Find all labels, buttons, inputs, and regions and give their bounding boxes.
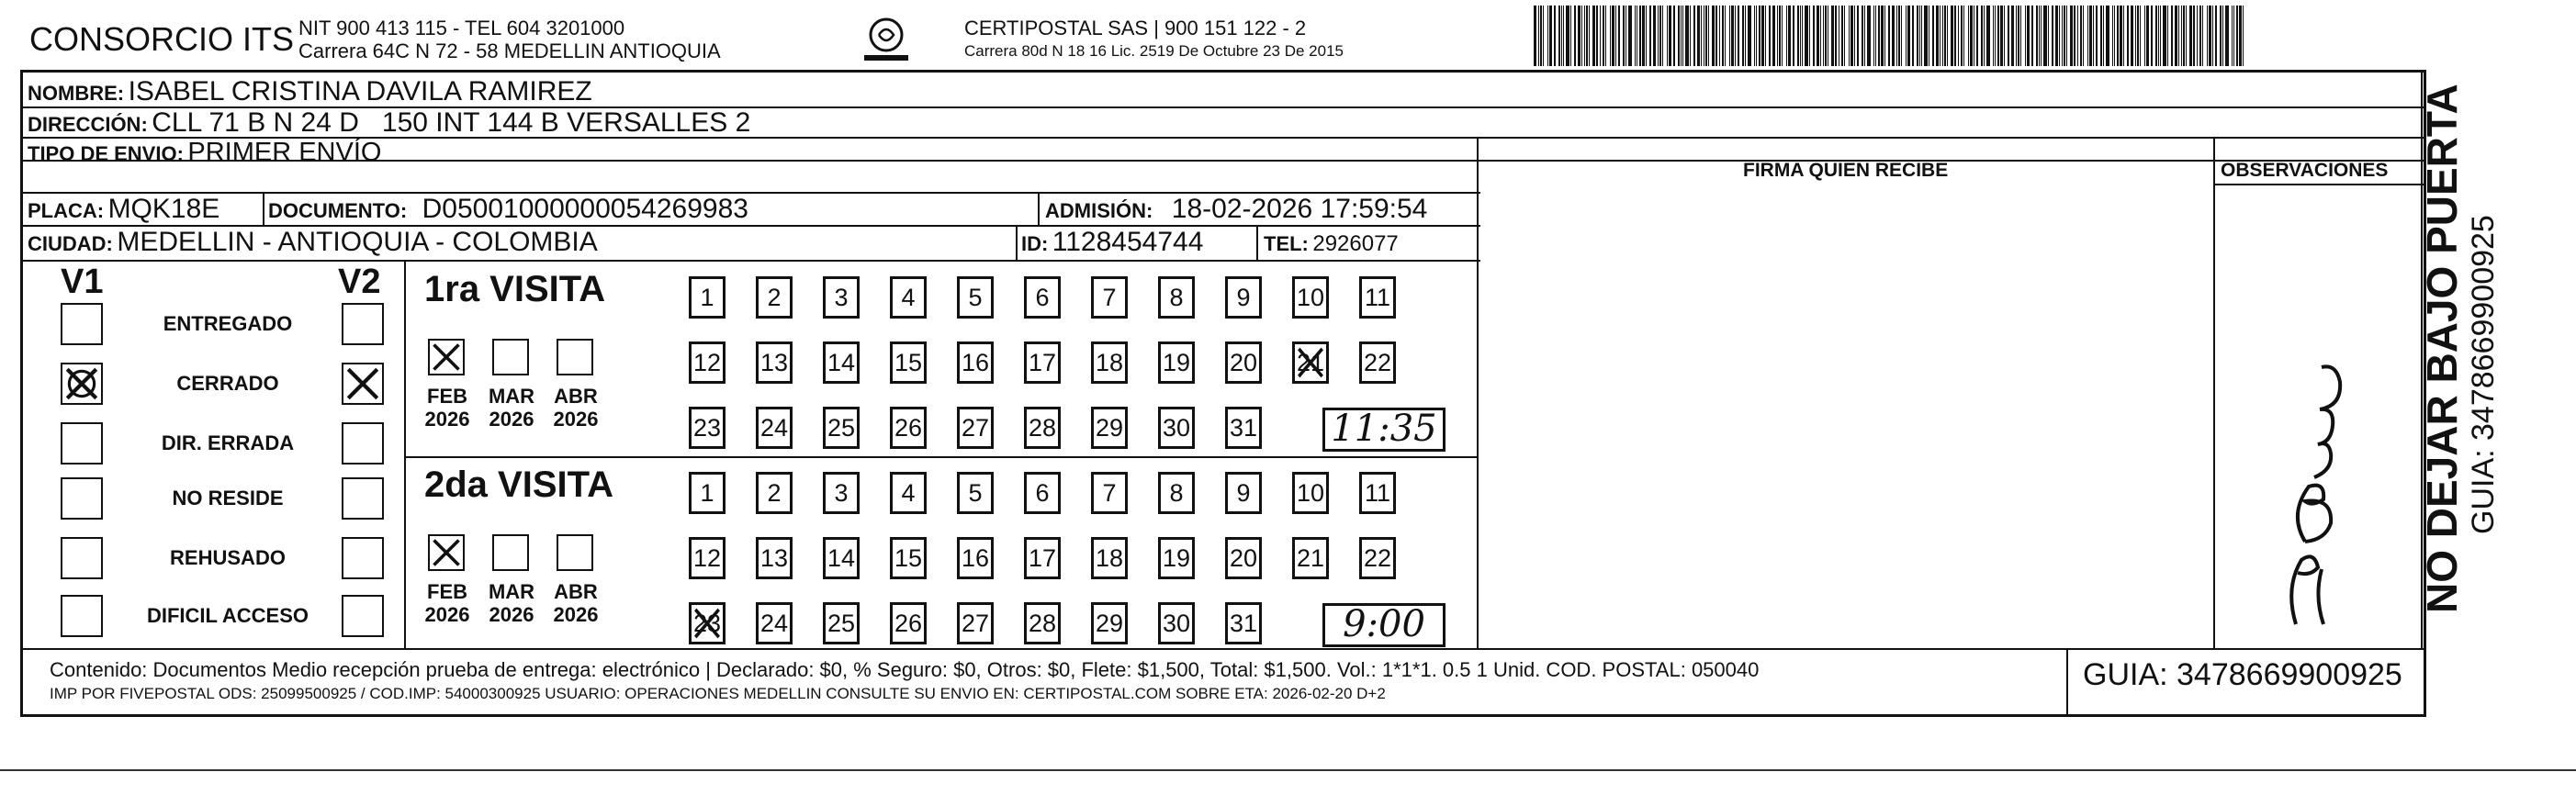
month-checkbox-abr[interactable] (557, 534, 593, 571)
day-box[interactable] (957, 407, 994, 449)
day-number: 17 (1028, 349, 1057, 376)
day-number: 28 (1028, 610, 1057, 637)
month-year: 2026 (553, 603, 599, 626)
side-warning: NO DEJAR BAJO PUERTA (2418, 84, 2466, 613)
day-box[interactable] (1225, 602, 1262, 644)
day-box[interactable] (1292, 537, 1329, 579)
month-year: 2026 (553, 408, 599, 431)
day-number: 15 (894, 349, 923, 376)
day-box[interactable] (823, 537, 860, 579)
tel-label: TEL: (1264, 232, 1309, 255)
day-number: 16 (961, 349, 990, 376)
day-number: 22 (1363, 544, 1392, 572)
day-number: 21 (1296, 349, 1325, 376)
month-name: ABR (554, 385, 598, 408)
day-number: 20 (1229, 349, 1258, 376)
ciudad-field (28, 227, 598, 258)
v2-checkbox[interactable] (342, 422, 384, 465)
visita-title: 2da VISITA (424, 465, 613, 505)
day-number: 6 (1035, 479, 1050, 507)
day-box[interactable] (689, 537, 726, 579)
day-number: 8 (1169, 479, 1184, 507)
day-box[interactable] (1225, 341, 1262, 384)
placa-label: PLACA: (28, 199, 105, 222)
day-box[interactable] (1292, 472, 1329, 514)
day-box[interactable] (1091, 341, 1128, 384)
day-box[interactable] (823, 472, 860, 514)
day-number: 9 (1236, 284, 1251, 311)
day-box[interactable] (890, 472, 927, 514)
tipo-label: TIPO DE ENVIO: (28, 142, 184, 165)
day-number: 30 (1162, 414, 1191, 442)
day-number: 2 (767, 479, 782, 507)
day-box[interactable] (1091, 537, 1128, 579)
day-box[interactable] (890, 537, 927, 579)
day-number: 21 (1296, 544, 1325, 572)
day-box[interactable] (1225, 407, 1262, 449)
company-address: Carrera 64C N 72 - 58 MEDELLIN ANTIOQUIA (298, 39, 721, 62)
day-box[interactable] (823, 341, 860, 384)
status-label: ENTREGADO (163, 312, 293, 335)
day-number: 10 (1296, 479, 1325, 507)
month-name: FEB (427, 580, 467, 603)
day-number: 18 (1095, 349, 1124, 376)
day-box[interactable] (1359, 341, 1396, 384)
day-number: 31 (1229, 610, 1258, 637)
day-box[interactable] (890, 276, 927, 319)
admision-label: ADMISIÓN: (1045, 199, 1153, 222)
nombre-label: NOMBRE: (28, 82, 125, 105)
day-box[interactable] (823, 602, 860, 644)
v1-checkbox[interactable] (61, 303, 103, 345)
id-value: 1128454744 (1052, 227, 1204, 257)
day-box[interactable] (1158, 341, 1195, 384)
month-name: MAR (488, 580, 535, 603)
month-label (479, 580, 544, 626)
day-number: 10 (1296, 284, 1325, 311)
month-label (415, 385, 479, 431)
day-number: 23 (692, 414, 722, 442)
observaciones-handwriting (2268, 349, 2388, 643)
day-number: 19 (1162, 544, 1191, 572)
day-number: 29 (1095, 610, 1124, 637)
day-number: 27 (961, 414, 990, 442)
day-number: 26 (894, 414, 923, 442)
check-mark-icon (343, 364, 382, 403)
status-label: REHUSADO (170, 546, 286, 569)
day-box[interactable] (1225, 537, 1262, 579)
day-number: 16 (961, 544, 990, 572)
day-box[interactable] (1091, 276, 1128, 319)
day-box[interactable] (823, 276, 860, 319)
id-label: ID: (1021, 232, 1049, 255)
check-mark-icon (62, 364, 101, 403)
month-year: 2026 (424, 603, 470, 626)
day-box[interactable] (756, 472, 793, 514)
v1-checkbox[interactable] (61, 595, 103, 637)
v2-checkbox[interactable] (342, 363, 384, 405)
day-box[interactable] (1158, 472, 1195, 514)
carrier-address: Carrera 80d N 18 16 Lic. 2519 De Octubre 23 De 2015 (964, 42, 1344, 60)
v1-checkbox[interactable] (61, 422, 103, 465)
day-number: 13 (759, 544, 789, 572)
placa-value: MQK18E (107, 194, 220, 224)
day-box[interactable] (957, 276, 994, 319)
day-box[interactable] (756, 407, 793, 449)
day-number: 12 (692, 544, 722, 572)
day-box[interactable] (1359, 276, 1396, 319)
tel-value: 2926077 (1312, 231, 1399, 256)
day-number: 11 (1364, 284, 1391, 311)
day-number: 1 (700, 284, 714, 311)
tipo-value: PRIMER ENVÍO (187, 138, 382, 167)
day-number: 13 (759, 349, 789, 376)
observaciones-header: OBSERVACIONES (2221, 160, 2389, 181)
day-box[interactable] (1091, 602, 1128, 644)
day-box[interactable] (957, 341, 994, 384)
day-box[interactable] (756, 602, 793, 644)
admision-field (1045, 194, 1427, 225)
month-year: 2026 (489, 603, 534, 626)
day-number: 30 (1162, 610, 1191, 637)
day-box[interactable] (689, 341, 726, 384)
day-box[interactable] (890, 602, 927, 644)
day-box[interactable] (1225, 472, 1262, 514)
day-number: 19 (1162, 349, 1191, 376)
firma-header: FIRMA QUIEN RECIBE (1743, 160, 1949, 181)
month-name: ABR (554, 580, 598, 603)
day-number: 26 (894, 610, 923, 637)
status-label: NO RESIDE (172, 487, 284, 509)
check-mark-icon (430, 341, 463, 374)
company-info (298, 17, 721, 62)
visita-title: 1ra VISITA (424, 269, 606, 309)
footer-impresion: IMP POR FIVEPOSTAL ODS: 25099500925 / COD.IMP: 54000300925 USUARIO: OPERACIONES MEDELLIN CONSULTE SU ENVIO EN: CERTIPOSTAL.COM SOBRE ETA: 2026-02-20 D+2 (50, 685, 1386, 702)
day-number: 6 (1035, 284, 1050, 311)
month-name: FEB (427, 385, 467, 408)
status-label: DIFICIL ACCESO (146, 604, 309, 627)
day-number: 14 (827, 544, 856, 572)
day-number: 15 (894, 544, 923, 572)
day-box[interactable] (1292, 341, 1329, 384)
day-box[interactable] (957, 472, 994, 514)
day-number: 29 (1095, 414, 1124, 442)
v2-header: V2 (338, 263, 381, 301)
v2-checkbox[interactable] (342, 537, 384, 579)
day-box[interactable] (890, 341, 927, 384)
carrier-info (964, 17, 1344, 62)
nit-line: NIT 900 413 115 - TEL 604 3201000 (298, 17, 625, 39)
day-box[interactable] (756, 276, 793, 319)
nombre-row (28, 76, 592, 107)
day-box[interactable] (1024, 537, 1061, 579)
day-box[interactable] (689, 602, 726, 644)
v2-checkbox[interactable] (342, 477, 384, 520)
day-box[interactable] (1024, 276, 1061, 319)
day-number: 9 (1236, 479, 1251, 507)
month-label (544, 385, 608, 431)
month-checkbox-mar[interactable] (492, 534, 529, 571)
day-number: 24 (759, 610, 789, 637)
day-number: 23 (692, 610, 722, 637)
v1-header: V1 (61, 263, 104, 301)
scan-edge-line (0, 769, 2576, 771)
month-checkbox-feb[interactable] (428, 534, 465, 571)
carrier-line: CERTIPOSTAL SAS | 900 151 122 - 2 (964, 17, 1307, 39)
day-number: 3 (834, 284, 849, 311)
day-box[interactable] (1158, 602, 1195, 644)
day-box[interactable] (1091, 407, 1128, 449)
day-box[interactable] (1158, 407, 1195, 449)
footer-guia: GUIA: 3478669900925 (2083, 657, 2402, 692)
month-name: MAR (488, 385, 535, 408)
documento-label: DOCUMENTO: (268, 199, 408, 222)
day-box[interactable] (1024, 341, 1061, 384)
month-year: 2026 (424, 408, 470, 431)
day-box[interactable] (1359, 472, 1396, 514)
day-box[interactable] (1024, 602, 1061, 644)
id-field (1021, 227, 1203, 258)
v2-checkbox[interactable] (342, 595, 384, 637)
ciudad-label: CIUDAD: (28, 232, 113, 255)
direccion-value: CLL 71 B N 24 D 150 INT 144 B VERSALLES 2 (152, 107, 751, 138)
day-number: 1 (700, 479, 714, 507)
month-year: 2026 (489, 408, 534, 431)
day-number: 31 (1229, 414, 1258, 442)
barcode (1532, 6, 2250, 66)
day-box[interactable] (823, 407, 860, 449)
check-mark-icon (1295, 344, 1326, 381)
day-number: 2 (767, 284, 782, 311)
tel-field (1264, 231, 1399, 257)
month-label (415, 580, 479, 626)
day-box[interactable] (1024, 407, 1061, 449)
month-label (479, 385, 544, 431)
check-mark-icon (692, 605, 723, 642)
status-label: CERRADO (176, 372, 279, 395)
month-label (544, 580, 608, 626)
documento-value: D05001000000054269983 (422, 194, 748, 224)
day-box[interactable] (689, 472, 726, 514)
day-number: 12 (692, 349, 722, 376)
side-guia: GUIA: 3478669900925 (2466, 215, 2501, 534)
placa-field (28, 194, 219, 225)
day-number: 18 (1095, 544, 1124, 572)
day-box[interactable] (689, 407, 726, 449)
day-box[interactable] (1292, 276, 1329, 319)
day-box[interactable] (1024, 472, 1061, 514)
handwritten-time: 9:00 (1322, 603, 1445, 647)
day-number: 20 (1229, 544, 1258, 572)
v1-checkbox[interactable] (61, 537, 103, 579)
certipostal-logo (859, 13, 914, 68)
status-label: DIR. ERRADA (161, 431, 295, 454)
day-box[interactable] (689, 276, 726, 319)
v1-checkbox[interactable] (61, 477, 103, 520)
day-number: 22 (1363, 349, 1392, 376)
day-number: 14 (827, 349, 856, 376)
month-checkbox-abr[interactable] (557, 339, 593, 375)
day-box[interactable] (756, 341, 793, 384)
day-box[interactable] (890, 407, 927, 449)
day-number: 4 (901, 284, 916, 311)
v1-checkbox[interactable] (61, 363, 103, 405)
day-number: 25 (827, 610, 856, 637)
day-box[interactable] (1225, 276, 1262, 319)
admision-value: 18-02-2026 17:59:54 (1171, 194, 1428, 224)
day-number: 17 (1028, 544, 1057, 572)
day-box[interactable] (957, 537, 994, 579)
day-box[interactable] (1158, 537, 1195, 579)
ciudad-value: MEDELLIN - ANTIOQUIA - COLOMBIA (117, 227, 598, 257)
month-checkbox-mar[interactable] (492, 339, 529, 375)
day-number: 4 (901, 479, 916, 507)
company-name: CONSORCIO ITS (29, 20, 295, 58)
direccion-label: DIRECCIÓN: (28, 113, 148, 136)
day-number: 7 (1102, 479, 1117, 507)
day-number: 27 (961, 610, 990, 637)
day-box[interactable] (756, 537, 793, 579)
day-box[interactable] (1359, 537, 1396, 579)
day-number: 25 (827, 414, 856, 442)
day-box[interactable] (1158, 276, 1195, 319)
day-box[interactable] (957, 602, 994, 644)
day-number: 3 (834, 479, 849, 507)
month-checkbox-feb[interactable] (428, 339, 465, 375)
v2-checkbox[interactable] (342, 303, 384, 345)
day-number: 24 (759, 414, 789, 442)
day-number: 28 (1028, 414, 1057, 442)
day-number: 5 (968, 284, 983, 311)
documento-field (268, 194, 748, 225)
nombre-value: ISABEL CRISTINA DAVILA RAMIREZ (128, 76, 592, 106)
check-mark-icon (430, 536, 463, 569)
footer-contenido: Contenido: Documentos Medio recepción prueba de entrega: electrónico | Declarado: $0, % Seguro: $0, Otros: $0, Flete: $1,500, Total: $1,500. Vol.: 1*1*1. 0.5 1 Unid. COD. POSTAL: 050040 (50, 658, 1760, 681)
day-number: 11 (1364, 479, 1391, 507)
day-number: 8 (1169, 284, 1184, 311)
handwritten-time: 11:35 (1322, 408, 1445, 452)
tipo-row (28, 138, 381, 168)
day-box[interactable] (1091, 472, 1128, 514)
day-number: 5 (968, 479, 983, 507)
direccion-row (28, 107, 750, 139)
day-number: 7 (1102, 284, 1117, 311)
